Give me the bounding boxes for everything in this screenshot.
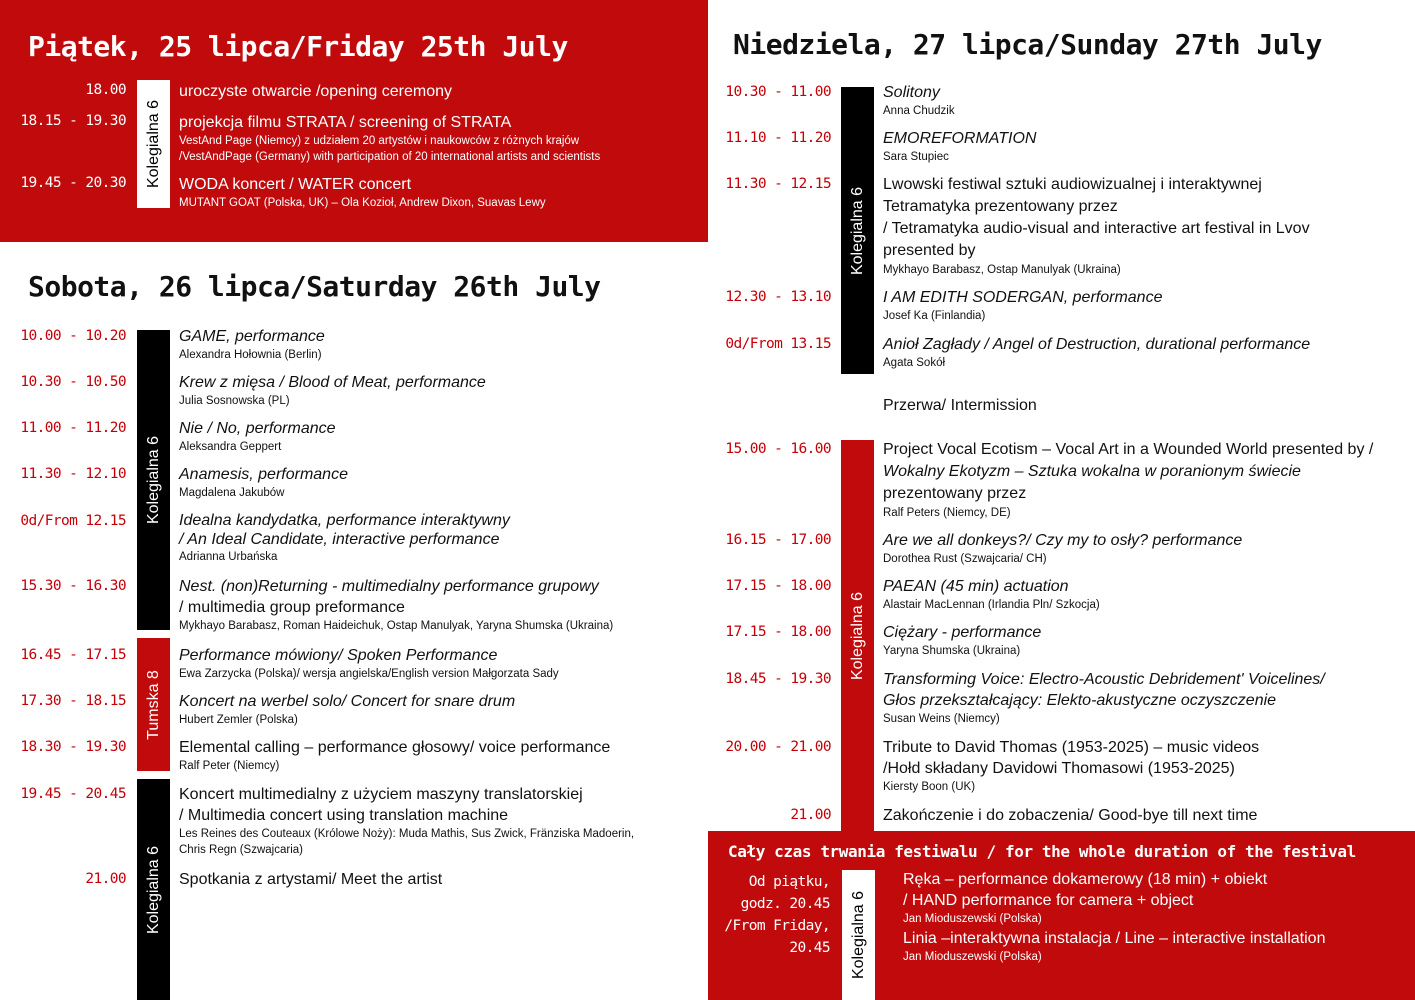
event-title: Project Vocal Ecotism – Vocal Art in a Wounded World presented by / [883, 441, 1374, 458]
event-item [903, 869, 1267, 927]
event-time: 10.30 - 11.00 [725, 84, 831, 100]
event-item [179, 81, 452, 102]
event-title: Nest. (non)Returning - multimedialny performance grupowy [179, 578, 599, 595]
event-title: Zakończenie i do zobaczenia/ Good-bye till next time [883, 807, 1258, 824]
event-item [179, 691, 515, 728]
event-time: 17.15 - 18.00 [725, 624, 831, 640]
event-time: 11.10 - 11.20 [725, 130, 831, 146]
event-item [883, 622, 1041, 659]
event-subtitle: Alastair MacLennan (Irlandia Pln/ Szkocja) [883, 599, 1100, 611]
event-subtitle: Adrianna Urbańska [179, 551, 278, 563]
event-time: 10.30 - 10.50 [20, 374, 126, 390]
event-subtitle: Mykhayo Barabasz, Roman Haideichuk, Ostap Manulyak, Yaryna Shumska (Ukraina) [179, 620, 614, 632]
venue-bar-kolegialna [137, 779, 170, 1000]
event-subtitle: Chris Regn (Szwajcaria) [179, 844, 303, 856]
sunday-heading: Niedziela, 27 lipca/Sunday 27th July [733, 28, 1322, 61]
event-time: 15.00 - 16.00 [725, 441, 831, 457]
event-subtitle: Kiersty Boon (UK) [883, 781, 976, 793]
event-time: 18.00 [85, 82, 126, 98]
event-title: / HAND performance for camera + object [903, 892, 1194, 909]
event-title: / Tetramatyka audio-visual and interactive art festival in Lvov [883, 220, 1310, 237]
event-item [883, 737, 1259, 795]
event-title: presented by [883, 242, 976, 259]
event-item [179, 869, 442, 890]
event-subtitle: VestAnd Page (Niemcy) z udziałem 20 artystów i naukowców z różnych krajów [179, 135, 580, 147]
friday-panel [0, 0, 708, 242]
saturday-heading: Sobota, 26 lipca/Saturday 26th July [28, 270, 601, 303]
event-item [883, 287, 1162, 324]
event-title: Ciężary - performance [883, 624, 1042, 641]
event-title: Koncert na werbel solo/ Concert for snare drum [179, 693, 516, 710]
time-line: /From Friday, [724, 918, 830, 934]
event-time: 19.45 - 20.45 [20, 786, 126, 802]
event-title: Are we all donkeys?/ Czy my to osły? performance [883, 532, 1243, 549]
event-subtitle: Alexandra Hołownia (Berlin) [179, 349, 322, 361]
venue-label: Kolegialna 6 [144, 435, 162, 525]
venue-bar-tumska [137, 638, 170, 771]
time-line: godz. 20.45 [740, 896, 830, 912]
event-title: Lwowski festiwal sztuki audiowizualnej i interaktywnej [883, 176, 1262, 193]
venue-label: Kolegialna 6 [848, 186, 866, 275]
time-line: Od piątku, [748, 874, 830, 890]
event-time: 18.45 - 19.30 [725, 671, 831, 687]
event-time: 16.45 - 17.15 [20, 647, 126, 663]
event-title: Krew z mięsa / Blood of Meat, performance [179, 374, 486, 391]
event-item [883, 576, 1100, 613]
event-title: / An Ideal Candidate, interactive performance [179, 531, 500, 548]
event-subtitle: Les Reines des Couteaux (Królowe Noży): Muda Mathis, Sus Zwick, Fränziska Madoerin, [179, 828, 635, 840]
venue-label: Tumska 8 [144, 669, 162, 740]
event-time: 19.45 - 20.30 [20, 175, 126, 191]
event-item [883, 669, 1325, 727]
event-title: Elemental calling – performance głosowy/ voice performance [179, 739, 611, 756]
event-title: Linia –interaktywna instalacja / Line – interactive installation [903, 930, 1326, 947]
intermission: Przerwa/ Intermission [883, 397, 1037, 414]
event-time: 0d/From 12.15 [20, 513, 126, 529]
event-time: 17.15 - 18.00 [725, 578, 831, 594]
event-item [179, 737, 610, 774]
event-item [179, 372, 486, 409]
event-item [179, 174, 546, 211]
venue-label: Kolegialna 6 [848, 591, 866, 680]
venue-label: Kolegialna 6 [144, 99, 162, 189]
event-item [179, 645, 559, 682]
event-title: / multimedia group preformance [179, 599, 405, 616]
event-subtitle: Agata Sokół [883, 357, 946, 369]
event-title: Anamesis, performance [179, 466, 348, 483]
event-subtitle: Aleksandra Geppert [179, 441, 282, 453]
event-time: 21.00 [790, 807, 831, 823]
event-title: GAME, performance [179, 328, 325, 345]
event-title: Wokalny Ekotyzm – Sztuka wokalna w poranionym świecie [883, 463, 1301, 480]
event-time: 11.30 - 12.10 [20, 466, 126, 482]
event-title: PAEAN (45 min) actuation [883, 578, 1069, 595]
event-title: Tetramatyka prezentowany przez [883, 198, 1118, 215]
event-subtitle: Magdalena Jakubów [179, 487, 285, 499]
time-line: 20.45 [789, 940, 830, 956]
event-subtitle: MUTANT GOAT (Polska, UK) – Ola Kozioł, Andrew Dixon, Suavas Lewy [179, 197, 546, 209]
event-time: 12.30 - 13.10 [725, 289, 831, 305]
event-item [903, 928, 1325, 965]
event-item [179, 464, 348, 501]
event-time: 21.00 [85, 871, 126, 887]
event-item [883, 334, 1310, 371]
event-time: 15.30 - 16.30 [20, 578, 126, 594]
event-title: projekcja filmu STRATA / screening of STRATA [179, 114, 512, 131]
whole-festival-time [708, 871, 830, 959]
event-item [883, 174, 1310, 278]
event-title: Ręka – performance dokamerowy (18 min) + obiekt [903, 871, 1268, 888]
event-subtitle: Ralf Peter (Niemcy) [179, 760, 280, 772]
event-time: 18.30 - 19.30 [20, 739, 126, 755]
event-item [179, 511, 510, 565]
event-time: 11.00 - 11.20 [20, 420, 126, 436]
whole-festival-heading: Cały czas trwania festiwalu / for the whole duration of the festival [728, 842, 1356, 861]
event-subtitle: Julia Sosnowska (PL) [179, 395, 290, 407]
venue-label: Kolegialna 6 [849, 890, 867, 980]
event-title: Tribute to David Thomas (1953-2025) – music videos [883, 739, 1260, 756]
event-time: 10.00 - 10.20 [20, 328, 126, 344]
event-time: 17.30 - 18.15 [20, 693, 126, 709]
event-item [883, 805, 1257, 826]
venue-bar-kolegialna [842, 870, 875, 1000]
event-title: Performance mówiony/ Spoken Performance [179, 647, 498, 664]
event-subtitle: Mykhayo Barabasz, Ostap Manulyak (Ukraina) [883, 264, 1121, 276]
event-item [179, 784, 634, 858]
event-time: 20.00 - 21.00 [725, 739, 831, 755]
event-title: / Multimedia concert using translation machine [179, 807, 509, 824]
event-subtitle: Susan Weins (Niemcy) [883, 713, 1000, 725]
event-title: /Hołd składany Davidowi Thomasowi (1953-2025) [883, 760, 1235, 777]
event-time: 11.30 - 12.15 [725, 176, 831, 192]
event-subtitle: Jan Mioduszewski (Polska) [903, 951, 1042, 963]
event-subtitle: Ewa Zarzycka (Polska)/ wersja angielska/English version Małgorzata Sady [179, 668, 559, 680]
event-subtitle: Ralf Peters (Niemcy, DE) [883, 507, 1011, 519]
event-item [883, 128, 1036, 165]
event-title: Solitony [883, 84, 940, 101]
event-item [179, 326, 325, 363]
event-title: Idealna kandydatka, performance interaktywny [179, 512, 510, 529]
venue-bar-kolegialna [137, 330, 170, 630]
event-title: prezentowany przez [883, 485, 1027, 502]
event-time: 0d/From 13.15 [725, 336, 831, 352]
venue-bar-kolegialna [841, 87, 874, 374]
event-subtitle: Hubert Zemler (Polska) [179, 714, 298, 726]
whole-festival-panel [708, 831, 1415, 1000]
event-title: Koncert multimedialny z użyciem maszyny translatorskiej [179, 786, 583, 803]
venue-label: Kolegialna 6 [144, 845, 162, 934]
event-subtitle: Sara Stupiec [883, 151, 949, 163]
event-title: Spotkania z artystami/ Meet the artist [179, 871, 443, 888]
event-item [179, 418, 336, 455]
event-item [179, 112, 600, 165]
event-title: Transforming Voice: Electro-Acoustic Debridement' Voicelines/ [883, 671, 1325, 688]
event-title: WODA koncert / WATER concert [179, 176, 412, 193]
event-subtitle: Jan Mioduszewski (Polska) [903, 913, 1042, 925]
event-item [883, 82, 955, 119]
event-title: I AM EDITH SODERGAN, performance [883, 289, 1163, 306]
event-time: 18.15 - 19.30 [20, 113, 126, 129]
event-subtitle: Yaryna Shumska (Ukraina) [883, 645, 1021, 657]
venue-bar-kolegialna [841, 440, 874, 831]
event-title: Głos przekształcający: Elekto-akustyczne oczyszczenie [883, 692, 1277, 709]
event-title: Anioł Zagłady / Angel of Destruction, durational performance [883, 336, 1311, 353]
event-title: uroczyste otwarcie /opening ceremony [179, 83, 453, 100]
event-subtitle: Anna Chudzik [883, 105, 955, 117]
venue-bar-kolegialna [137, 80, 170, 208]
friday-heading: Piątek, 25 lipca/Friday 25th July [28, 30, 568, 63]
event-item [883, 530, 1242, 567]
event-title: EMOREFORMATION [883, 130, 1037, 147]
event-title: Nie / No, performance [179, 420, 336, 437]
event-time: 16.15 - 17.00 [725, 532, 831, 548]
event-subtitle: Dorothea Rust (Szwajcaria/ CH) [883, 553, 1047, 565]
event-item [883, 439, 1373, 521]
event-subtitle: /VestAndPage (Germany) with participation of 20 international artists and scientists [179, 151, 601, 163]
event-subtitle: Josef Ka (Finlandia) [883, 310, 986, 322]
event-item [179, 576, 613, 634]
